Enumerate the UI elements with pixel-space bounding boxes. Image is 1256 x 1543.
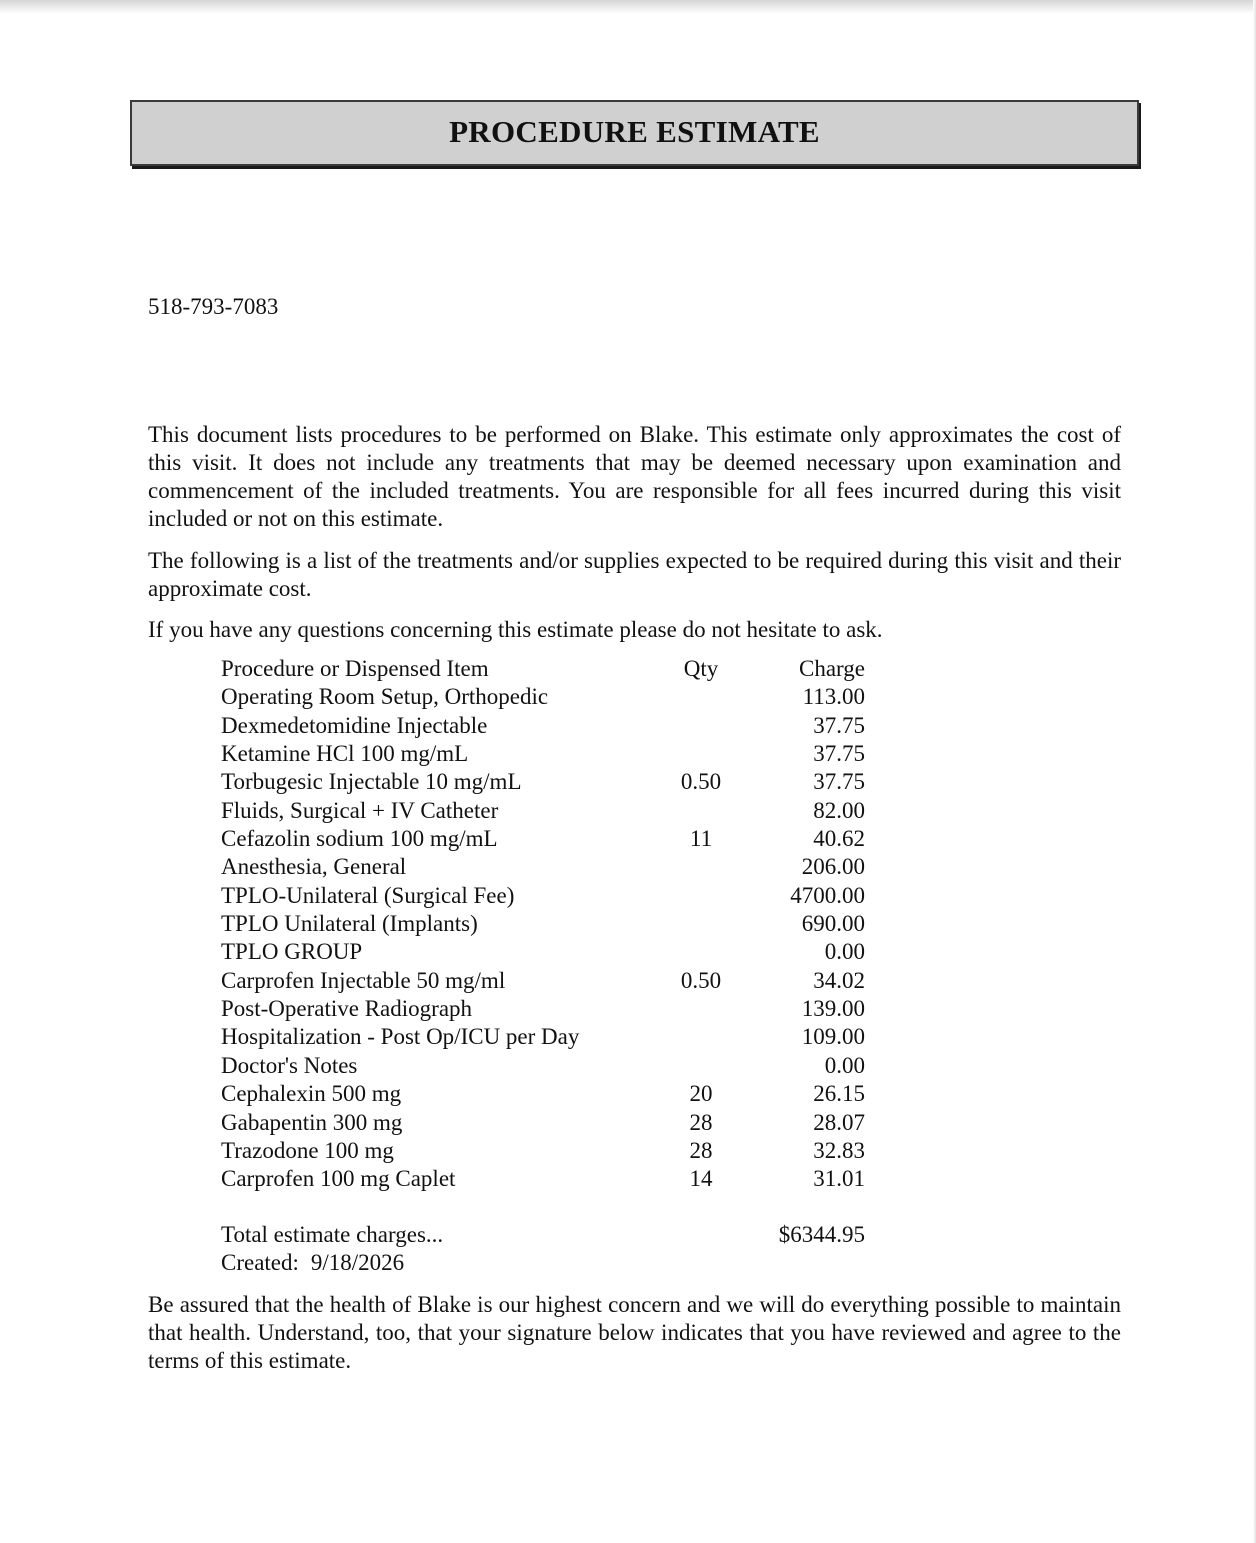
item-name: Operating Room Setup, Orthopedic: [221, 684, 549, 710]
questions-paragraph: If you have any questions concerning this estimate please do not hesitate to ask.: [148, 617, 883, 642]
item-name: Ketamine HCl 100 mg/mL: [221, 741, 469, 767]
table-row: [221, 1080, 881, 1108]
item-qty: 20: [689, 1081, 713, 1107]
item-qty-cell: [631, 1052, 731, 1080]
page-top-shadow: [0, 0, 1256, 14]
table-row: [221, 740, 881, 768]
item-name: Post-Operative Radiograph: [221, 996, 473, 1022]
table-row: [221, 1109, 881, 1137]
table-row: [221, 768, 881, 796]
item-charge: 0.00: [824, 1052, 865, 1078]
item-charge: 82.00: [813, 797, 865, 823]
table-row: [221, 995, 881, 1023]
item-name: TPLO Unilateral (Implants): [221, 911, 478, 937]
table-row: [221, 825, 881, 853]
table-row: [221, 797, 881, 825]
item-charge: 37.75: [813, 712, 865, 738]
item-qty-cell: [631, 1023, 731, 1051]
item-qty-cell: [631, 995, 731, 1023]
item-qty: 28: [689, 1137, 713, 1163]
item-qty: 14: [689, 1166, 713, 1192]
title-banner: [130, 100, 1139, 166]
item-charge: 28.07: [813, 1109, 865, 1135]
item-name: Fluids, Surgical + IV Catheter: [221, 797, 499, 823]
item-charge: 32.83: [813, 1137, 865, 1163]
item-name: Anesthesia, General: [221, 854, 407, 880]
created-date: 9/18/2026: [310, 1250, 405, 1275]
item-name: Torbugesic Injectable 10 mg/mL: [221, 769, 522, 795]
item-name: Trazodone 100 mg: [221, 1137, 394, 1163]
item-name: Cephalexin 500 mg: [221, 1081, 402, 1107]
total-amount: $6344.95: [778, 1222, 865, 1247]
item-qty: 28: [689, 1109, 713, 1135]
item-name: Doctor's Notes: [221, 1052, 358, 1078]
total-row: [221, 1221, 865, 1249]
item-qty-cell: [631, 882, 731, 910]
item-qty: 0.50: [680, 967, 722, 993]
item-qty-cell: [631, 1080, 731, 1108]
item-qty-cell: [631, 825, 731, 853]
item-qty: 0.50: [680, 769, 722, 795]
table-row: [221, 712, 881, 740]
item-qty-cell: [631, 967, 731, 995]
item-charge: 139.00: [801, 996, 865, 1022]
closing-paragraph: Be assured that the health of Blake is our highest concern and we will do everything possible to maintain that health. Understand, too, that your signature below indicates that you have reviewed and agree to the terms of this estimate.: [148, 1292, 1121, 1373]
total-label: Total estimate charges...: [221, 1222, 444, 1247]
table-row: [221, 1165, 881, 1193]
table-row: [221, 1137, 881, 1165]
item-name: TPLO-Unilateral (Surgical Fee): [221, 882, 515, 908]
created-label: Created:: [221, 1250, 299, 1275]
item-charge: 690.00: [801, 911, 865, 937]
item-charge: 4700.00: [790, 882, 865, 908]
totals-block: [221, 1221, 865, 1277]
item-qty-cell: [631, 683, 731, 711]
item-qty-cell: [631, 797, 731, 825]
item-charge: 109.00: [801, 1024, 865, 1050]
table-row: [221, 1052, 881, 1080]
item-name: Carprofen 100 mg Caplet: [221, 1166, 456, 1192]
created-row: [221, 1249, 865, 1277]
item-name: Dexmedetomidine Injectable: [221, 712, 488, 738]
table-body: [221, 683, 881, 1193]
item-charge: 40.62: [813, 826, 865, 852]
intro-paragraph: This document lists procedures to be performed on Blake. This estimate only approximates the cost of this visit. It does not include any treatments that may be deemed necessary upon examination and commencement of the included treatments. You are responsible for all fees incurred during this visit included or not on this estimate.: [148, 422, 1121, 531]
item-charge: 206.00: [801, 854, 865, 880]
item-qty-cell: [631, 740, 731, 768]
item-name: Gabapentin 300 mg: [221, 1109, 403, 1135]
header-qty-cell: [631, 655, 731, 683]
phone-number: 518-793-7083: [148, 294, 279, 319]
item-charge: 26.15: [813, 1081, 865, 1107]
table-row: [221, 1023, 881, 1051]
table-row: [221, 938, 881, 966]
item-qty-cell: [631, 712, 731, 740]
item-charge: 31.01: [813, 1166, 865, 1192]
item-qty-cell: [631, 910, 731, 938]
table-row: [221, 910, 881, 938]
item-charge: 37.75: [813, 741, 865, 767]
item-charge: 34.02: [813, 967, 865, 993]
table-row: [221, 683, 881, 711]
table-row: [221, 967, 881, 995]
item-qty-cell: [631, 853, 731, 881]
item-name: Cefazolin sodium 100 mg/mL: [221, 826, 498, 852]
item-name: Carprofen Injectable 50 mg/ml: [221, 967, 506, 993]
item-name: Hospitalization - Post Op/ICU per Day: [221, 1024, 580, 1050]
table-header: [221, 655, 881, 683]
item-qty: 11: [689, 826, 713, 852]
header-qty: Qty: [683, 656, 719, 681]
item-qty-cell: [631, 938, 731, 966]
item-charge: 113.00: [802, 684, 865, 710]
item-qty-cell: [631, 1165, 731, 1193]
header-charge: Charge: [798, 656, 865, 681]
item-name: TPLO GROUP: [221, 939, 363, 965]
item-charge: 37.75: [813, 769, 865, 795]
table-row: [221, 853, 881, 881]
item-qty-cell: [631, 768, 731, 796]
header-item: Procedure or Dispensed Item: [221, 656, 489, 681]
estimate-table: [221, 655, 881, 1194]
table-row: [221, 882, 881, 910]
item-qty-cell: [631, 1137, 731, 1165]
page-title: PROCEDURE ESTIMATE: [449, 114, 820, 149]
list-intro-paragraph: The following is a list of the treatments and/or supplies expected to be required during this visit and their approximate cost.: [148, 548, 1121, 601]
item-charge: 0.00: [824, 939, 865, 965]
item-qty-cell: [631, 1109, 731, 1137]
